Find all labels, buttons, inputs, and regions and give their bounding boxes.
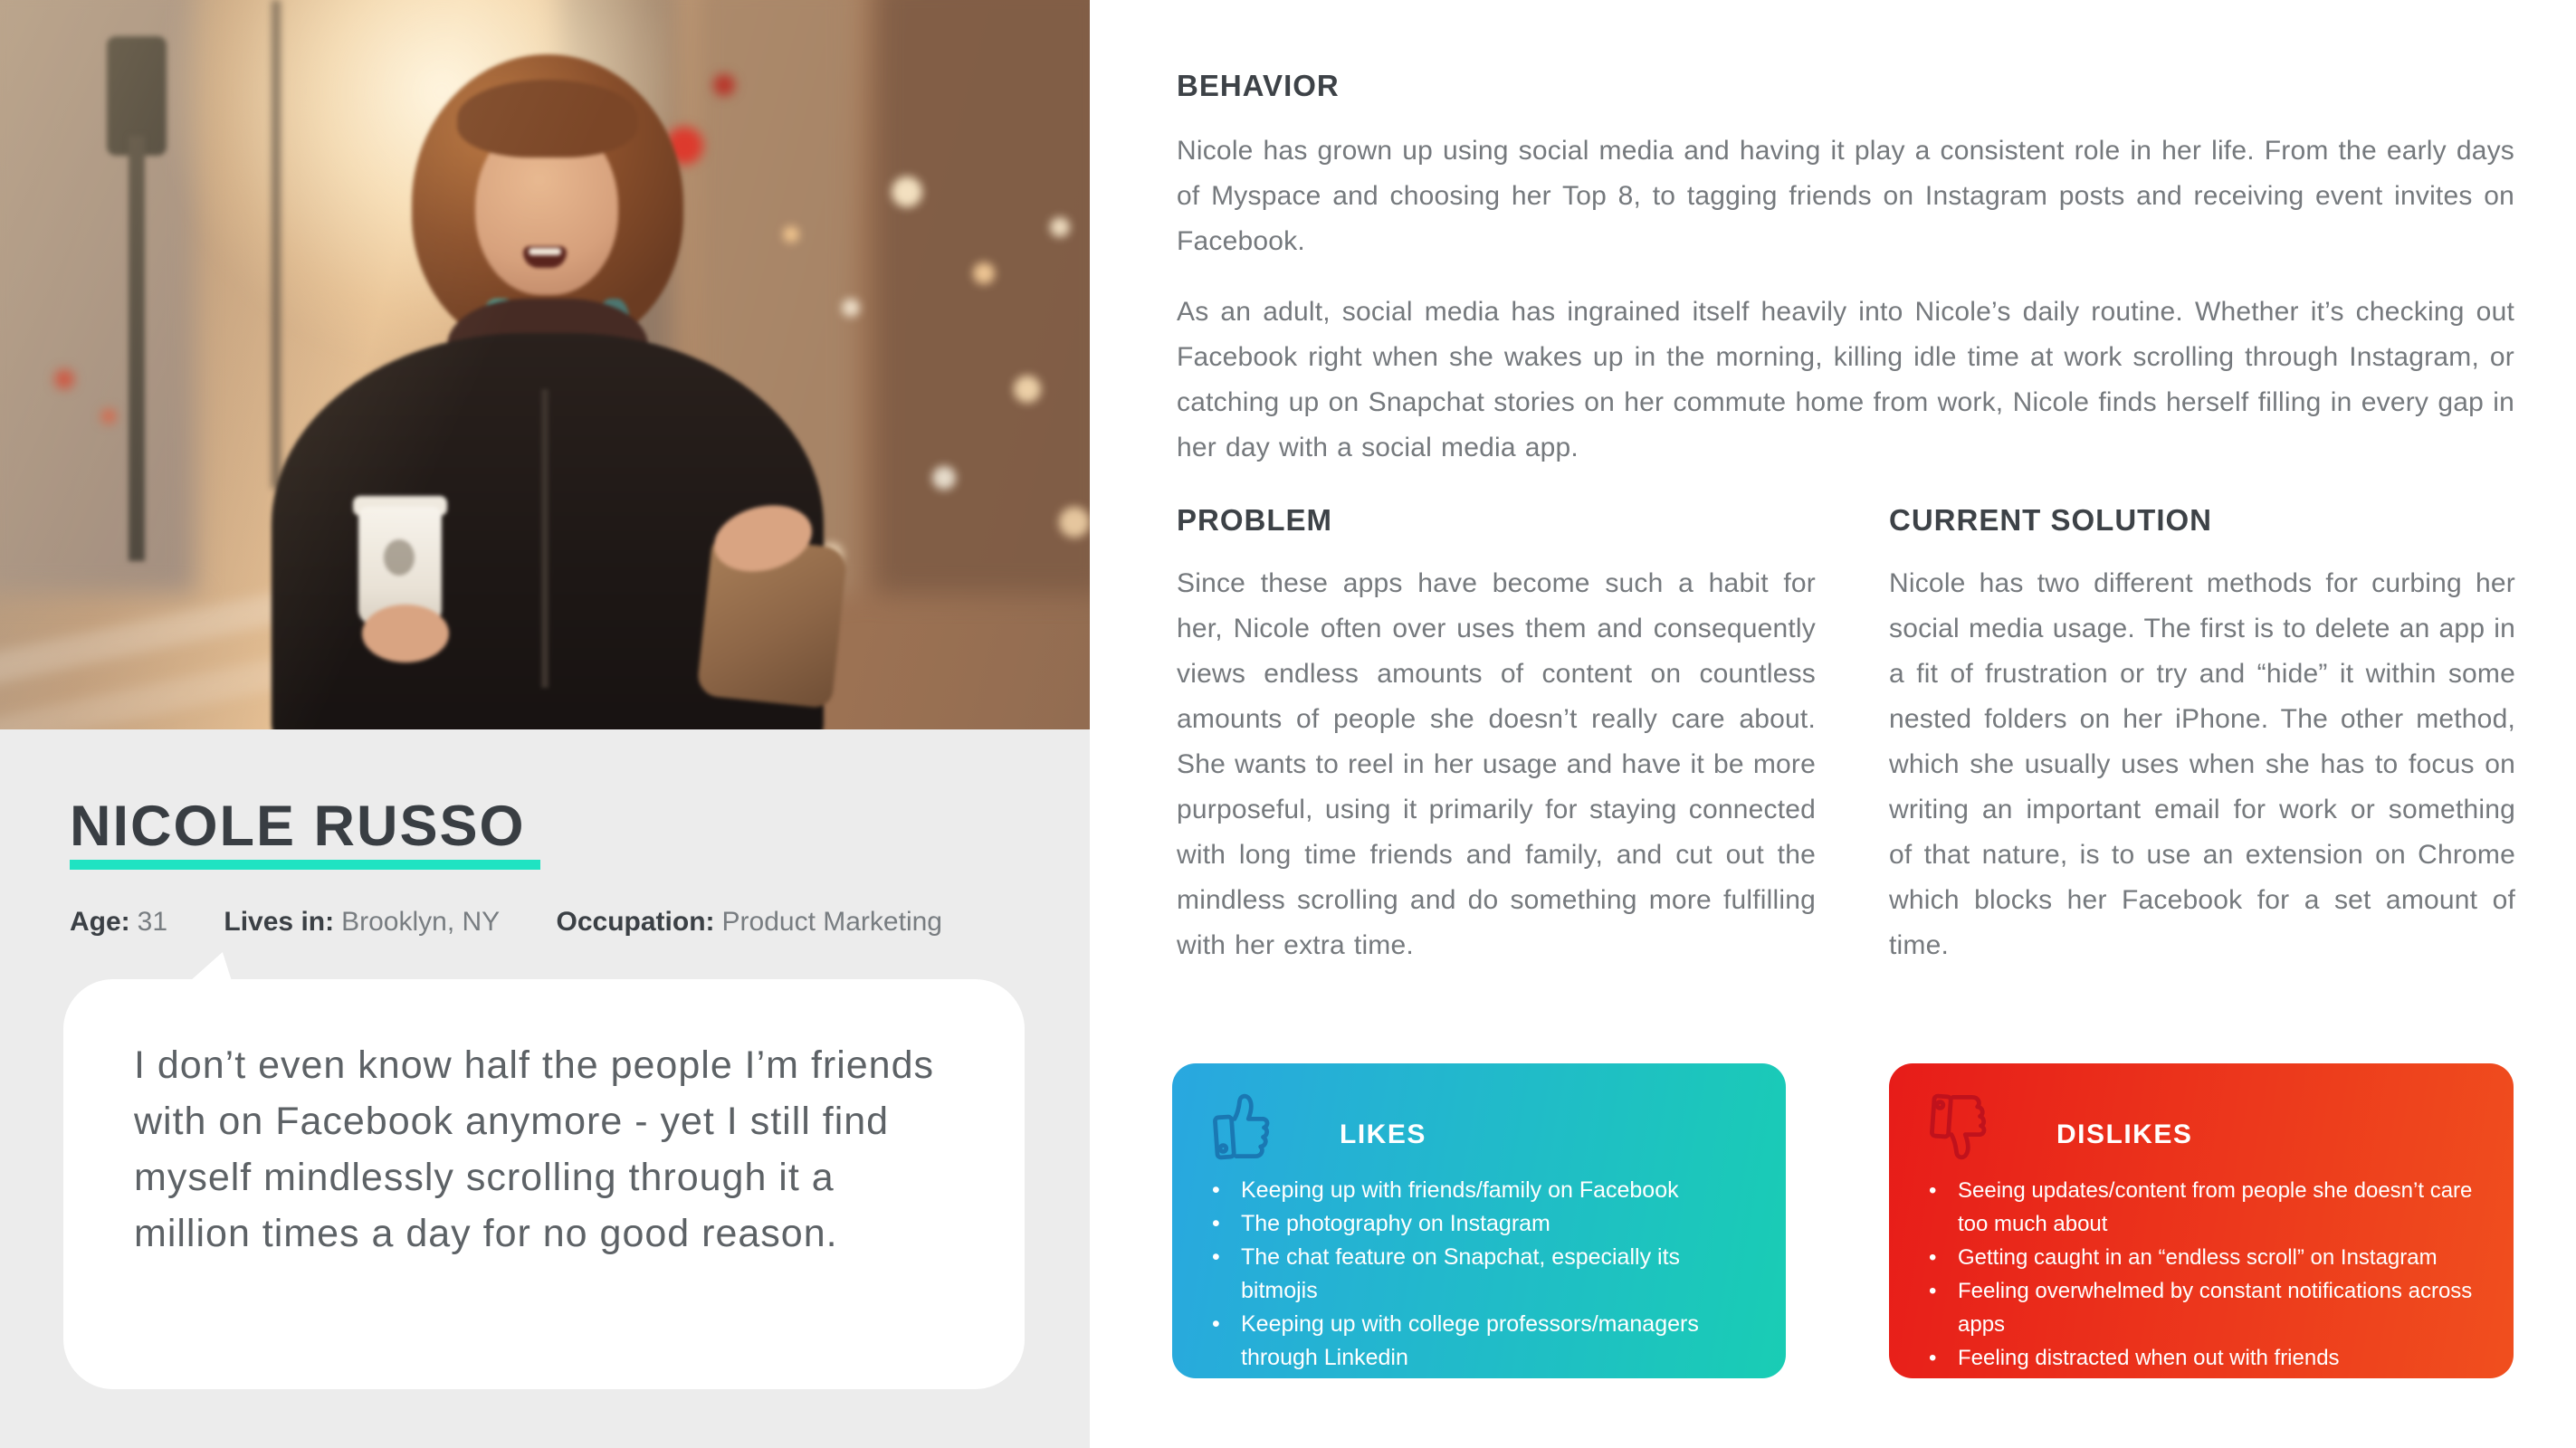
dislikes-item: • Feeling overwhelmed by constant notifications across apps bbox=[1929, 1274, 2495, 1341]
persona-name: NICOLE RUSSO bbox=[70, 795, 526, 858]
dislikes-list bbox=[1929, 1174, 2495, 1375]
current-solution-title: CURRENT SOLUTION bbox=[1889, 503, 2212, 537]
name-accent-underline bbox=[70, 860, 540, 870]
problem-section bbox=[1177, 503, 1816, 968]
bullet-dot: • bbox=[1929, 1178, 1937, 1203]
dislikes-item: • Getting caught in an “endless scroll” on Instagram bbox=[1929, 1241, 2495, 1274]
problem-title: PROBLEM bbox=[1177, 503, 1332, 537]
dislikes-item: • Seeing updates/content from people she doesn’t care too much about bbox=[1929, 1174, 2495, 1241]
quote-bubble bbox=[63, 979, 1025, 1389]
detail-age: Age: 31 bbox=[70, 907, 168, 937]
behavior-paragraph-1: Nicole has grown up using social media and having it play a consistent role in her life. From the early days of Myspace and choosing her Top 8, to tagging friends on Instagram posts and receiving event invites on Facebook. bbox=[1177, 136, 2514, 256]
bullet-dot: • bbox=[1929, 1279, 1937, 1303]
behavior-paragraph-2: As an adult, social media has ingrained itself heavily into Nicole’s daily routine. Whether it’s checking out Facebook right when she wakes up in the morning, killing idle time at work scrolling through Instagram, or catching up on Snapchat stories on her commute home from work, Nicole finds herself filling in every gap in her day with a social media app. bbox=[1177, 297, 2514, 462]
dislikes-card bbox=[1889, 1063, 2514, 1378]
likes-item: • The chat feature on Snapchat, especially its bitmojis bbox=[1212, 1241, 1755, 1308]
quote-bubble-tail bbox=[190, 952, 232, 981]
bullet-dot: • bbox=[1929, 1245, 1937, 1270]
likes-card bbox=[1172, 1063, 1786, 1378]
likes-list bbox=[1212, 1174, 1755, 1375]
likes-item: • The photography on Instagram bbox=[1212, 1207, 1755, 1241]
thumbs-up-icon bbox=[1210, 1083, 1297, 1170]
behavior-title: BEHAVIOR bbox=[1177, 69, 1340, 102]
current-solution-section bbox=[1889, 503, 2515, 968]
current-solution-text: Nicole has two different methods for curbing her social media usage. The first is to delete an app in a fit of frustration or try and “hide” it within some nested folders on her iPhone. The other method, which she usually uses when she has to focus on writing an important email for work or something of that nature, is to use an extension on Chrome which blocks her Facebook for a set amount of time. bbox=[1889, 568, 2515, 960]
likes-title: LIKES bbox=[1340, 1119, 1426, 1149]
bullet-dot: • bbox=[1212, 1177, 1220, 1203]
behavior-section bbox=[1177, 69, 2514, 471]
likes-item: • Keeping up with friends/family on Facebook bbox=[1212, 1174, 1755, 1207]
likes-item: • Keeping up with college professors/managers through Linkedin bbox=[1212, 1308, 1755, 1375]
bullet-dot: • bbox=[1212, 1244, 1220, 1270]
detail-location: Lives in: Brooklyn, NY bbox=[224, 907, 501, 937]
detail-occupation: Occupation: Product Marketing bbox=[556, 907, 942, 937]
persona-photo bbox=[0, 0, 1090, 729]
thumbs-down-icon bbox=[1927, 1083, 2014, 1170]
persona-quote: I don’t even know half the people I’m friends with on Facebook anymore - yet I still find myself mindlessly scrolling through it a million times a day for no good reason. bbox=[134, 1043, 935, 1255]
persona-details bbox=[70, 907, 991, 938]
persona-summary-panel bbox=[0, 0, 1090, 1448]
bullet-dot: • bbox=[1929, 1346, 1937, 1370]
dislikes-title: DISLIKES bbox=[2056, 1119, 2193, 1149]
bullet-dot: • bbox=[1212, 1211, 1220, 1236]
dislikes-item: • Feeling distracted when out with friends bbox=[1929, 1341, 2495, 1375]
problem-text: Since these apps have become such a habit for her, Nicole often over uses them and consequently views endless amounts of content on countless amounts of people she doesn’t really care about. She wants to reel in her usage and have it be more purposeful, using it primarily for staying connected with long time friends and family, and cut out the mindless scrolling and do something more fulfilling with her extra time. bbox=[1177, 568, 1816, 960]
bullet-dot: • bbox=[1212, 1311, 1220, 1337]
